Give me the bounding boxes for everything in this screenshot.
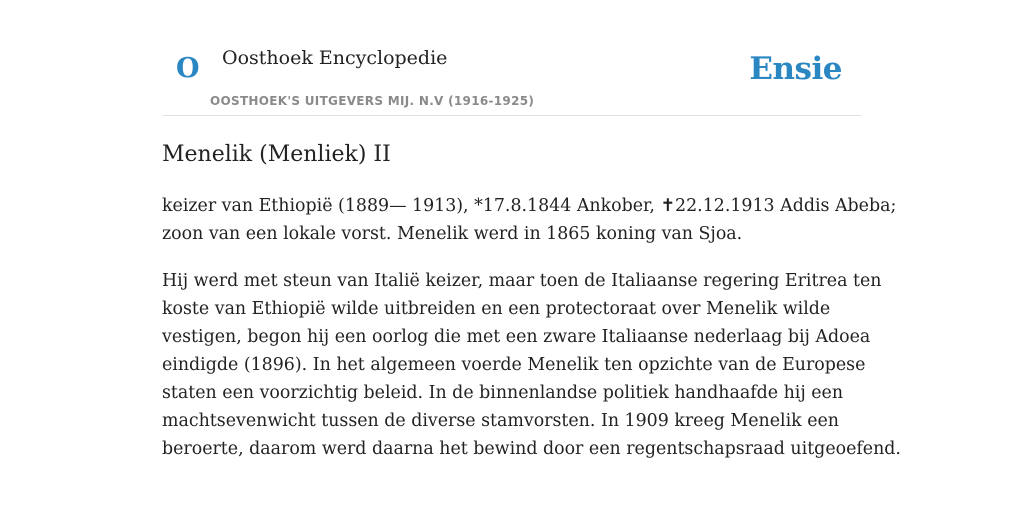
paragraph-line: vestigen, begon hij een oorlog die met een zware Italiaanse nederlaag bij Adoea xyxy=(162,327,871,347)
paragraph-line: eindigde (1896). In het algemeen voerde Menelik ten opzichte van de Europese xyxy=(162,355,866,375)
entry-paragraph-2 xyxy=(162,267,901,463)
paragraph-line: beroerte, daarom werd daarna het bewind door een regentschapsraad uitgeoefend. xyxy=(162,439,901,459)
entry-paragraph-1 xyxy=(162,192,897,248)
content-container xyxy=(162,0,901,459)
paragraph-line: keizer van Ethiopië (1889— 1913), *17.8.1844 Ankober, ✝22.12.1913 Addis Abeba; xyxy=(162,196,897,216)
publisher-label: OOSTHOEK'S UITGEVERS MIJ. N.V (1916-1925) xyxy=(210,94,535,108)
paragraph-line: koste van Ethiopië wilde uitbreiden en een protectoraat over Menelik wilde xyxy=(162,299,831,319)
paragraph-line: zoon van een lokale vorst. Menelik werd in 1865 koning van Sjoa. xyxy=(162,224,743,244)
encyclopedia-title-link[interactable]: Oosthoek Encyclopedie xyxy=(222,47,448,69)
entry-title: Menelik (Menliek) II xyxy=(162,142,391,167)
paragraph-line: staten een voorzichtig beleid. In de binnenlandse politiek handhaafde hij een xyxy=(162,383,844,403)
encyclopedia-header xyxy=(162,0,862,116)
paragraph-line: machtsevenwicht tussen de diverse stamvorsten. In 1909 kreeg Menelik een xyxy=(162,411,839,431)
encyclopedia-letter-badge[interactable]: O xyxy=(176,53,200,84)
ensie-logo-link[interactable]: Ensie xyxy=(749,51,842,87)
paragraph-line: Hij werd met steun van Italië keizer, maar toen de Italiaanse regering Eritrea ten xyxy=(162,271,882,291)
